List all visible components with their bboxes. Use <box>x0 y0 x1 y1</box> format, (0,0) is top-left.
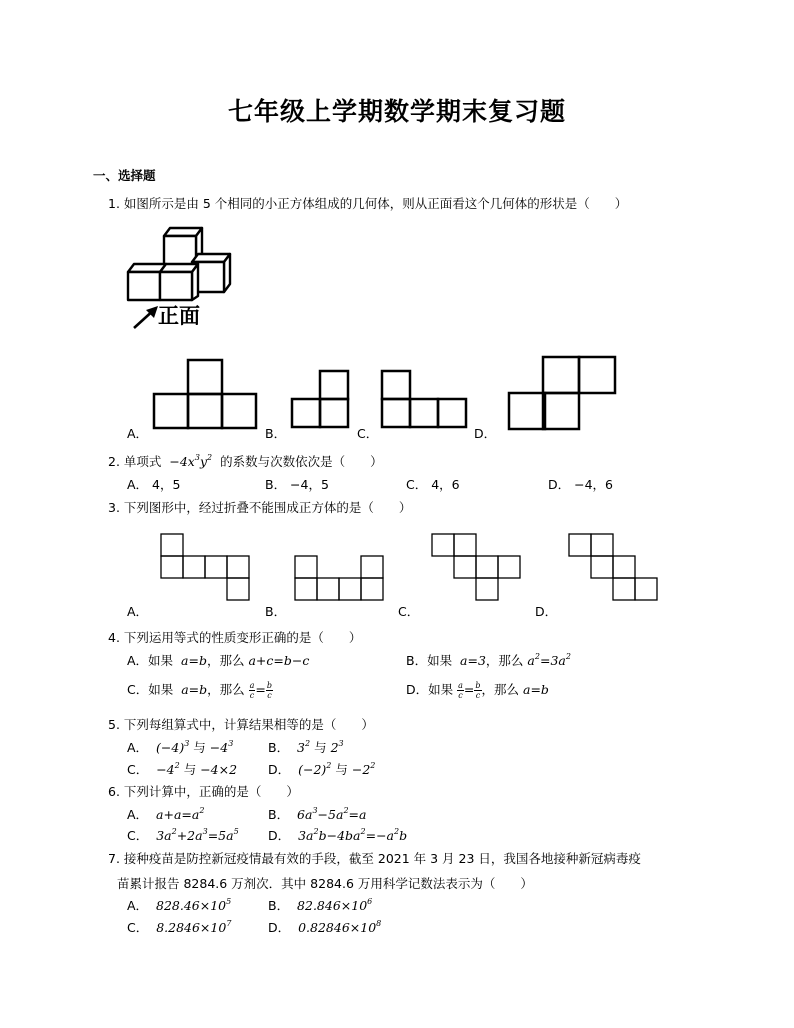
question-2-monomial: $-4x^3y^2$ <box>165 453 213 469</box>
question-7-stem-line-2: 苗累计报告 8284.6 万剂次．其中 8284.6 万用科学记数法表示为（ ） <box>117 876 533 891</box>
question-4-option-b-then: ，那么 <box>485 653 524 668</box>
section-heading: 一、选择题 <box>93 168 156 183</box>
question-3-option-b-label[interactable]: B． <box>265 604 287 619</box>
question-5-option-d[interactable]: D． $(-2)^2$ 与 $-2^2$ <box>268 761 376 777</box>
question-4-stem: 4. 下列运用等式的性质变形正确的是（ ） <box>108 630 362 645</box>
question-1-option-d-view <box>507 355 619 431</box>
question-1-option-b-view <box>290 369 352 429</box>
question-2-stem-suffix: 的系数与次数依次是（ ） <box>220 454 383 469</box>
question-1-option-d-label[interactable]: D． <box>474 426 497 441</box>
question-4-option-d-then: ，那么 <box>481 682 520 697</box>
question-7-option-b[interactable]: B． $82.846\times 10^6$ <box>268 897 373 913</box>
question-3-option-a-net <box>160 533 252 603</box>
question-5-option-a[interactable]: A． $(-4)^3$ 与 $-4^3$ <box>127 739 234 755</box>
question-3-option-c-label[interactable]: C． <box>398 604 420 619</box>
question-1-option-c-label[interactable]: C． <box>357 426 379 441</box>
question-5-option-c-yu: 与 <box>183 762 197 777</box>
question-4-option-d-label: D．如果 <box>406 682 454 697</box>
question-7-option-c-label: C． <box>127 920 149 935</box>
question-5-option-c-label: C． <box>127 762 149 777</box>
question-2-option-b[interactable]: B． −4，5 <box>265 477 329 492</box>
question-1-option-b-label[interactable]: B． <box>265 426 287 441</box>
question-1-option-c-view <box>380 369 472 429</box>
question-2-stem <box>108 452 383 470</box>
question-5-option-b[interactable]: B． $3^2$ 与 $2^3$ <box>268 739 344 755</box>
question-6-option-a-label: A． <box>127 807 149 822</box>
question-1-option-a-view <box>154 358 258 430</box>
question-2-option-c[interactable]: C． 4，6 <box>406 477 460 492</box>
question-6-option-d-label: D． <box>268 828 291 843</box>
question-3-option-d-net <box>568 533 660 603</box>
question-5-option-c[interactable]: C． $-4^2$ 与 −4×2 <box>127 761 238 777</box>
question-3-option-d-label[interactable]: D． <box>535 604 558 619</box>
question-6-option-b[interactable]: B． $6a^3-5a^2=a$ <box>268 806 367 822</box>
question-5-option-d-yu: 与 <box>335 762 348 777</box>
question-6-stem: 6. 下列计算中，正确的是（ ） <box>108 784 299 799</box>
question-3-option-c-net <box>431 533 523 603</box>
question-5-option-a-label: A． <box>127 740 149 755</box>
question-6-option-d[interactable]: D． $3a^2b-4ba^2=-a^2b$ <box>268 827 408 843</box>
question-7-option-d-label: D． <box>268 920 291 935</box>
question-2-stem-prefix: 2. 单项式 <box>108 454 162 469</box>
front-label: 正面 <box>158 304 200 328</box>
question-6-option-c[interactable]: C． $3a^2+2a^3=5a^5$ <box>127 827 239 843</box>
question-1-option-a-label[interactable]: A． <box>127 426 149 441</box>
question-4-option-b[interactable]: B．如果 a=3，那么 $a^2=3a^2$ <box>406 652 571 668</box>
question-4-option-b-label: B．如果 <box>406 653 453 668</box>
question-2-option-a[interactable]: A． 4，5 <box>127 477 181 492</box>
question-4-option-a-then: ，那么 <box>206 653 245 668</box>
question-7-stem-line-1: 7. 接种疫苗是防控新冠疫情最有效的手段，截至 2021 年 3 月 23 日，我国各地接种新冠病毒疫 <box>108 851 641 866</box>
question-1-stem: 1. 如图所示是由 5 个相同的小正方体组成的几何体，则从正面看这个几何体的形状是（ ） <box>108 196 628 211</box>
question-6-option-c-label: C． <box>127 828 149 843</box>
question-7-option-a-label: A． <box>127 898 149 913</box>
page-title: 七年级上学期数学期末复习题 <box>227 97 566 126</box>
question-5-stem: 5. 下列每组算式中，计算结果相等的是（ ） <box>108 717 374 732</box>
question-5-option-b-label: B． <box>268 740 290 755</box>
question-7-option-d[interactable]: D． $0.82846\times 10^8$ <box>268 919 382 935</box>
question-2-option-d[interactable]: D． −4，6 <box>548 477 613 492</box>
question-4-option-c-label: C．如果 <box>127 682 174 697</box>
question-3-stem: 3. 下列图形中，经过折叠不能围成正方体的是（ ） <box>108 500 412 515</box>
question-4-option-c[interactable]: C．如果 a=b，那么 $\frac{a}{c}$ = $\frac{b}{c}$ <box>127 681 273 700</box>
question-4-option-a-label: A．如果 <box>127 653 174 668</box>
question-7-option-a[interactable]: A． $828.46\times 10^5$ <box>127 897 232 913</box>
question-3-option-a-label[interactable]: A． <box>127 604 149 619</box>
question-7-option-b-label: B． <box>268 898 290 913</box>
question-7-option-c[interactable]: C． $8.2846\times 10^7$ <box>127 919 232 935</box>
question-5-option-b-yu: 与 <box>314 740 327 755</box>
question-5-option-d-label: D． <box>268 762 291 777</box>
question-6-option-a[interactable]: A． $a+a=a^2$ <box>127 806 205 822</box>
question-3-option-b-net <box>294 555 386 603</box>
question-4-option-d[interactable]: D．如果 $\frac{a}{c}$ = $\frac{b}{c}$ ，那么 a=b <box>406 681 549 700</box>
question-6-option-b-label: B． <box>268 807 290 822</box>
question-4-option-c-then: ，那么 <box>207 682 245 697</box>
question-4-option-a[interactable]: A．如果 a=b，那么 a+c=b−c <box>127 653 310 668</box>
question-5-option-a-yu: 与 <box>193 740 206 755</box>
